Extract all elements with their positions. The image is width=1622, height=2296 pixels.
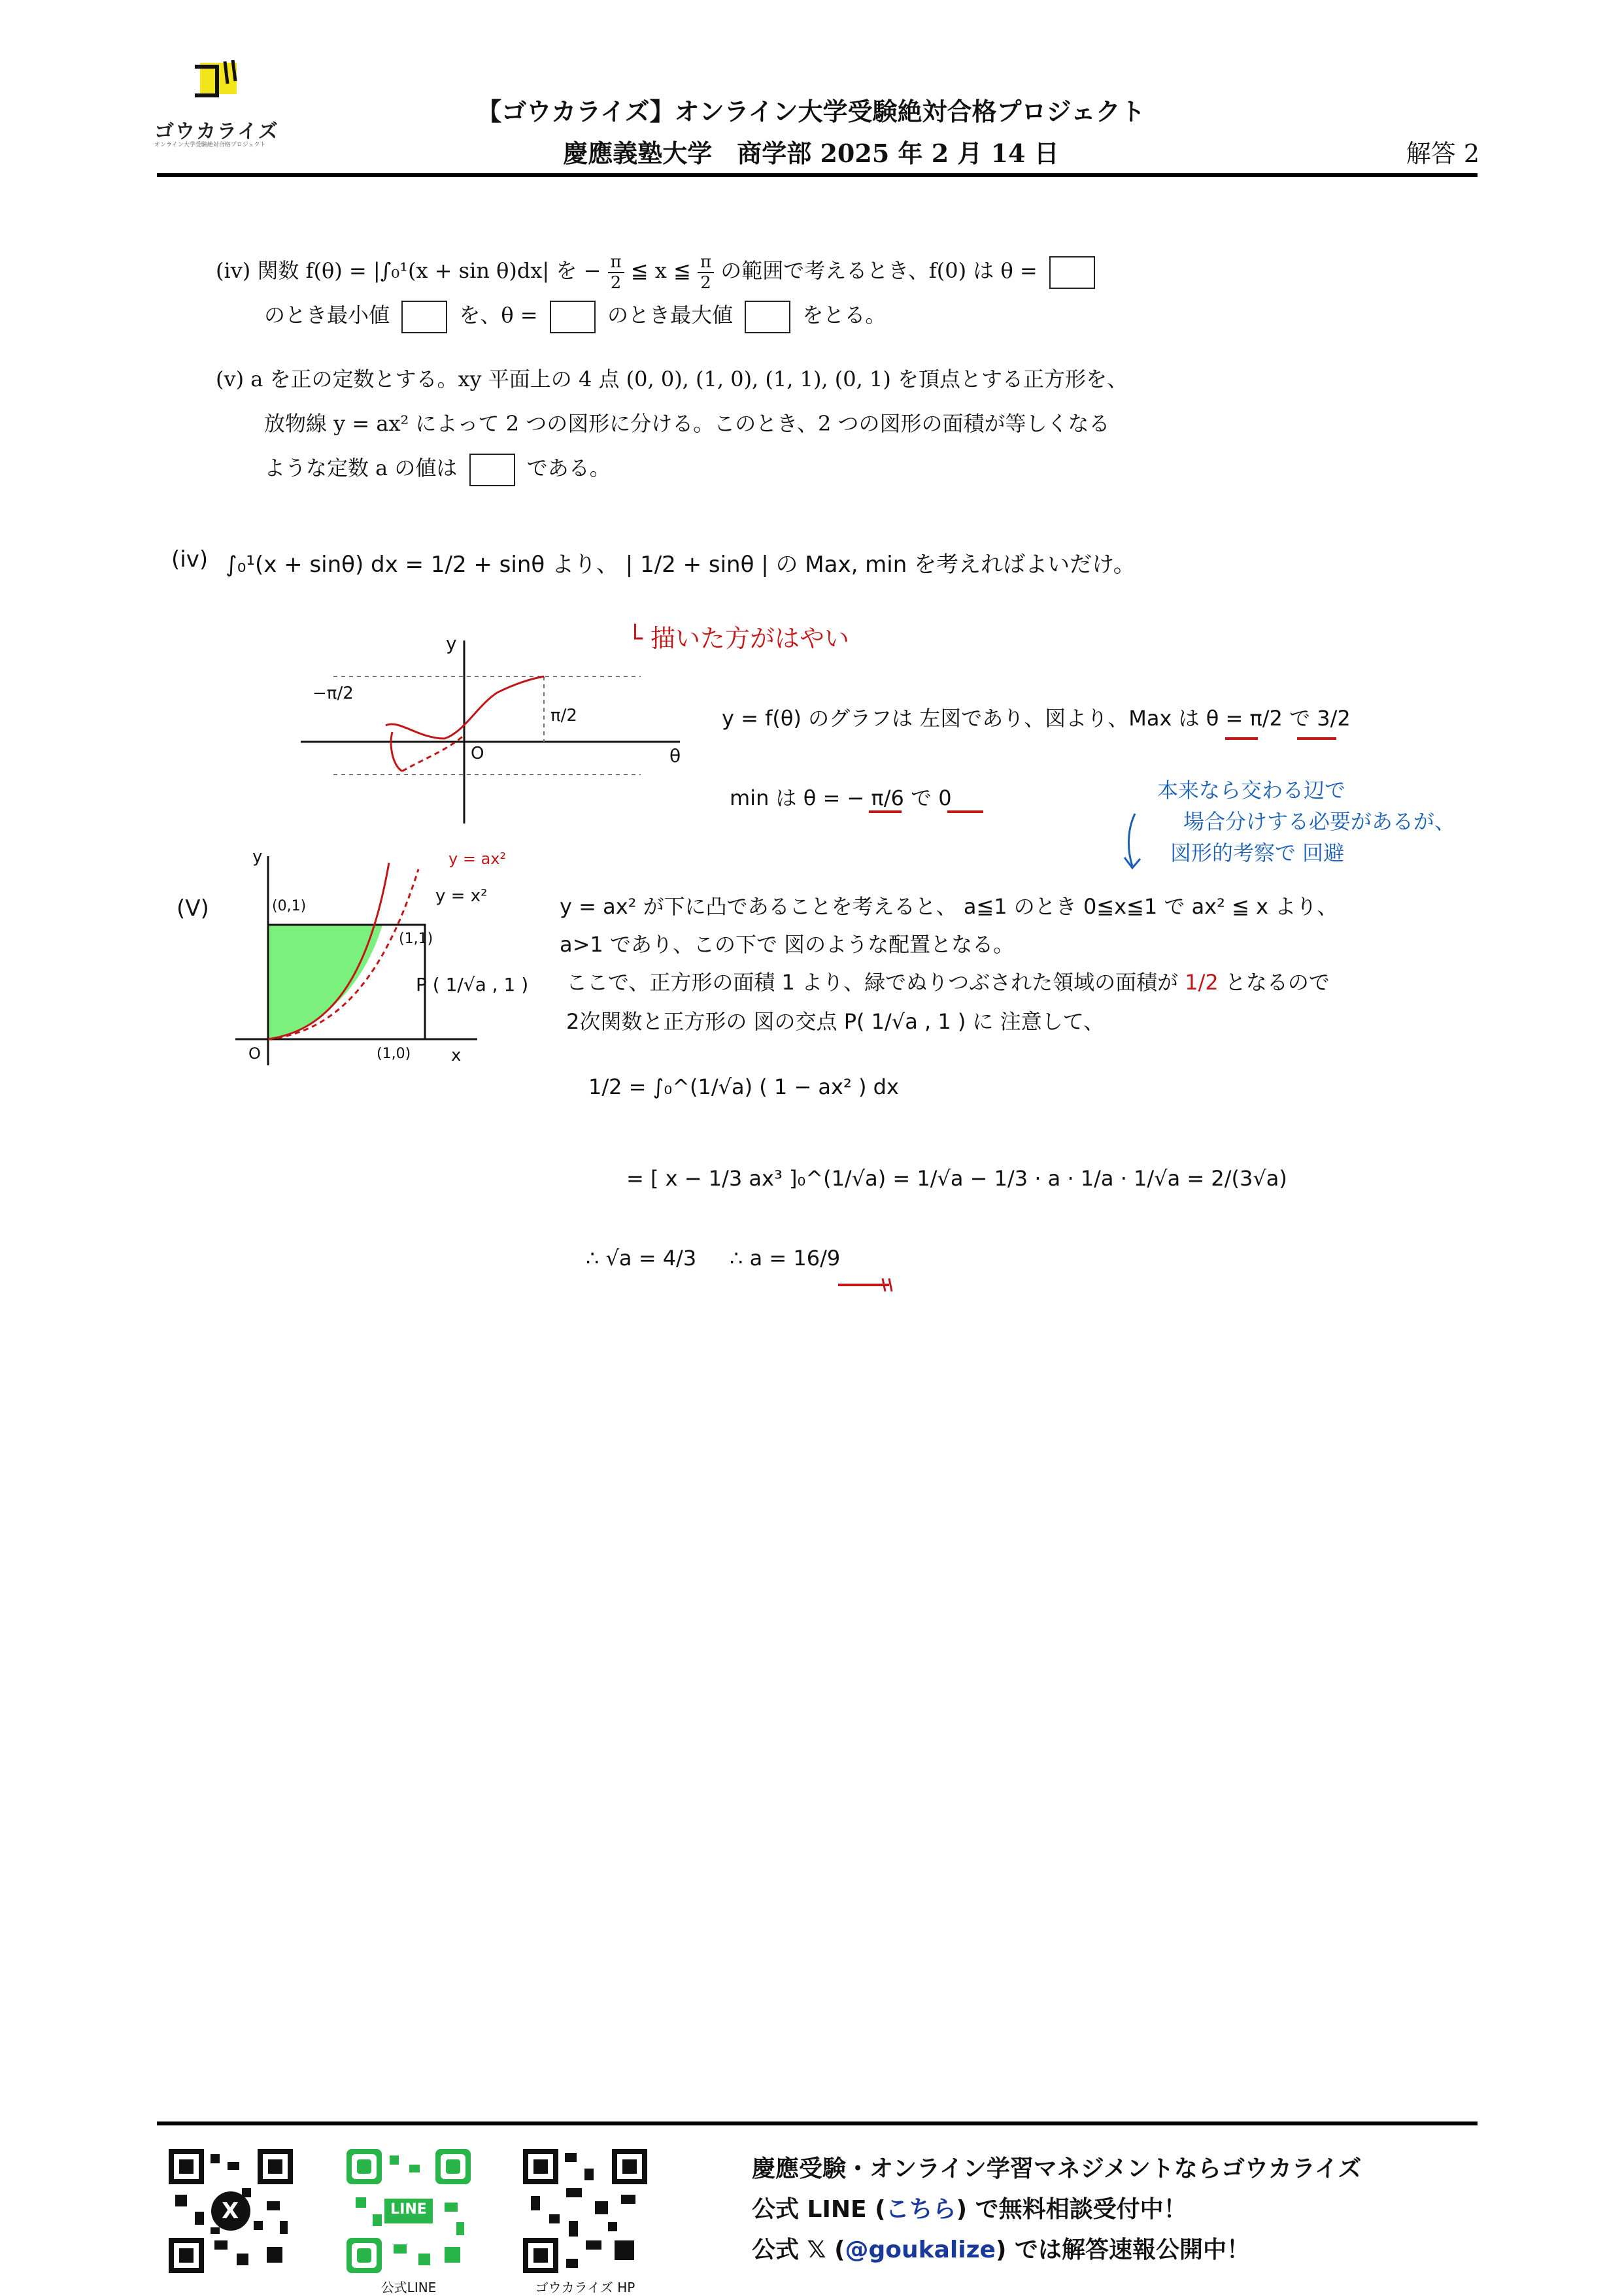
answer-box — [401, 301, 447, 333]
solution-iv-line2: y = f(θ) のグラフは 左図であり、図より、Max は θ = π/2 で 3/2 — [722, 706, 1351, 731]
answer-box — [1049, 256, 1095, 289]
problem-iv-line2a: のとき最小値 — [264, 303, 390, 327]
fraction-pi-over-2: $\frac{\pi}{2}$ — [608, 252, 624, 293]
logo-subtitle: オンライン大学受験絶対合格プロジェクト — [154, 142, 266, 148]
qr-code-x[interactable] — [169, 2149, 293, 2273]
iv-min-value: 0 — [938, 786, 952, 810]
iv-min-theta: π/6 — [871, 786, 904, 810]
iv-max-theta: π/2 — [1249, 706, 1283, 731]
problem-iv-line2b: を、θ = — [459, 303, 538, 327]
v-half-red: 1/2 — [1185, 970, 1219, 995]
answer-box — [550, 301, 596, 333]
graph-v-label-ax2: y = ax² — [448, 850, 507, 868]
problem-v-line1: a を正の定数とする。xy 平面上の 4 点 (0, 0), (1, 0), (1, 1), (0, 1) を頂点とする正方形を、 — [250, 367, 1128, 391]
graph-v-origin: O — [248, 1044, 261, 1063]
problem-iv-line2d: をとる。 — [802, 303, 887, 327]
footer-line2: 公式 LINE (こちら) で無料相談受付中！ — [752, 2196, 1187, 2223]
header-rule — [157, 173, 1478, 177]
solution-v-label: (V) — [177, 895, 209, 922]
footer-rule — [157, 2121, 1478, 2125]
solution-v-line4: 2次関数と正方形の 図の交点 P( 1/√a , 1 ) に 注意して、 — [566, 1009, 1105, 1034]
problem-v — [216, 357, 1128, 490]
line-link[interactable]: こちら — [885, 2196, 956, 2223]
problem-iv-line1b: ≦ x ≦ — [630, 258, 691, 283]
problem-iv-line1c: の範囲で考えるとき、f(0) は θ = — [720, 258, 1038, 283]
problem-iv — [216, 248, 1100, 337]
solution-v-eq2: = [ x − 1/3 ax³ ]₀^(1/√a) = 1/√a − 1/3 · a · 1/a · 1/√a = 2/(3√a) — [626, 1166, 1287, 1191]
logo-text: ゴウカライズ — [154, 120, 279, 143]
graph-iv-y-label: y — [446, 633, 457, 654]
solution-v-line1: y = ax² が下に凸であることを考えると、 a≦1 のとき 0≦x≦1 で ax² ≦ x より、 — [560, 894, 1338, 919]
qr-code-line[interactable] — [346, 2149, 471, 2273]
graph-v-point-10: (1,0) — [377, 1046, 411, 1062]
graph-v-green-region — [268, 925, 382, 1039]
qr-code-hp[interactable] — [523, 2149, 647, 2273]
graph-v-point-01: (0,1) — [272, 898, 307, 914]
graph-v-point-11: (1,1) — [399, 931, 433, 947]
problem-v-label: (v) — [216, 367, 245, 391]
graph-v-x-label: x — [451, 1046, 462, 1065]
solution-iv-label: (iv) — [171, 546, 209, 573]
graph-iv — [288, 627, 706, 837]
solution-v-eq3: ∴ √a = 4/3 ∴ a = 16/9 — [586, 1246, 841, 1271]
iv-max-value: 3/2 — [1317, 706, 1351, 731]
graph-iv-x-label: θ — [669, 745, 681, 767]
answer-box — [469, 454, 515, 486]
graph-iv-dashed-curve — [402, 735, 464, 771]
page-label: 解答 2 — [1406, 139, 1479, 168]
graph-v-label-P: P ( 1/√a , 1 ) — [416, 974, 529, 995]
problem-v-line2: 放物線 y = ax² によって 2 つの図形に分ける。このとき、2 つの図形の面積が等しくなる — [264, 411, 1110, 436]
blue-arrow-icon — [1115, 810, 1148, 876]
problem-iv-label: (iv) — [216, 258, 251, 283]
v-answer: 16/9 — [793, 1246, 841, 1271]
blue-note-2: 場合分けする必要があるが、 — [1183, 809, 1456, 834]
solution-iv-line3: min は θ = − π/6 で 0 — [730, 786, 952, 810]
solution-v-line3: ここで、正方形の面積 1 より、緑でぬりつぶされた領域の面積が 1/2 となるので — [566, 970, 1330, 995]
problem-iv-line1a: 関数 f(θ) = |∫₀¹(x + sin θ)dx| を − — [257, 258, 601, 283]
answer-box — [745, 301, 790, 333]
problem-v-line3a: ような定数 a の値は — [264, 456, 458, 480]
problem-iv-line2c: のとき最大値 — [607, 303, 733, 327]
solution-iv-line1: ∫₀¹(x + sinθ) dx = 1/2 + sinθ より、 | 1/2 + sinθ | の Max, min を考えればよいだけ。 — [226, 552, 1136, 578]
header-title: 【ゴウカライズ】オンライン大学受験絶対合格プロジェクト — [477, 97, 1145, 126]
footer-line3: 公式 𝕏 (@goukalize) では解答速報公開中！ — [752, 2237, 1250, 2263]
problem-v-line3b: である。 — [526, 456, 611, 480]
qr-hp-caption: ゴウカライズ HP — [535, 2280, 635, 2295]
fraction-pi-over-2: $\frac{\pi}{2}$ — [698, 252, 714, 293]
graph-v-y-label: y — [252, 847, 263, 867]
qr-hp-icon — [523, 2149, 647, 2273]
graph-iv-neg-pi-half: −π/2 — [313, 684, 354, 703]
blue-note-1: 本来なら交わる辺で — [1157, 778, 1346, 803]
blue-note-3: 図形的考察で 回避 — [1170, 840, 1345, 865]
footer-line1: 慶應受験・オンライン学習マネジメントならゴウカライズ — [752, 2155, 1362, 2182]
solution-v-eq1: 1/2 = ∫₀^(1/√a) ( 1 − ax² ) dx — [588, 1074, 899, 1099]
qr-line-caption: 公式LINE — [380, 2280, 437, 2295]
header-subtitle: 慶應義塾大学 商学部 2025 年 2 月 14 日 — [563, 139, 1059, 168]
graph-iv-origin: O — [471, 744, 484, 763]
solution-v-line2: a>1 であり、この下で 図のような配置となる。 — [560, 932, 1015, 957]
qr-x-mark: X — [222, 2198, 239, 2224]
qr-line-mark: LINE — [390, 2201, 427, 2218]
solution-iv-note: └ 描いた方がはやい — [628, 624, 849, 653]
v-answer-underline — [837, 1276, 909, 1295]
graph-iv-curve-left — [391, 732, 402, 771]
graph-v-label-x2: y = x² — [435, 886, 488, 906]
x-account-link[interactable]: @goukalize — [845, 2237, 996, 2263]
graph-iv-pos-pi-half: π/2 — [550, 706, 577, 725]
